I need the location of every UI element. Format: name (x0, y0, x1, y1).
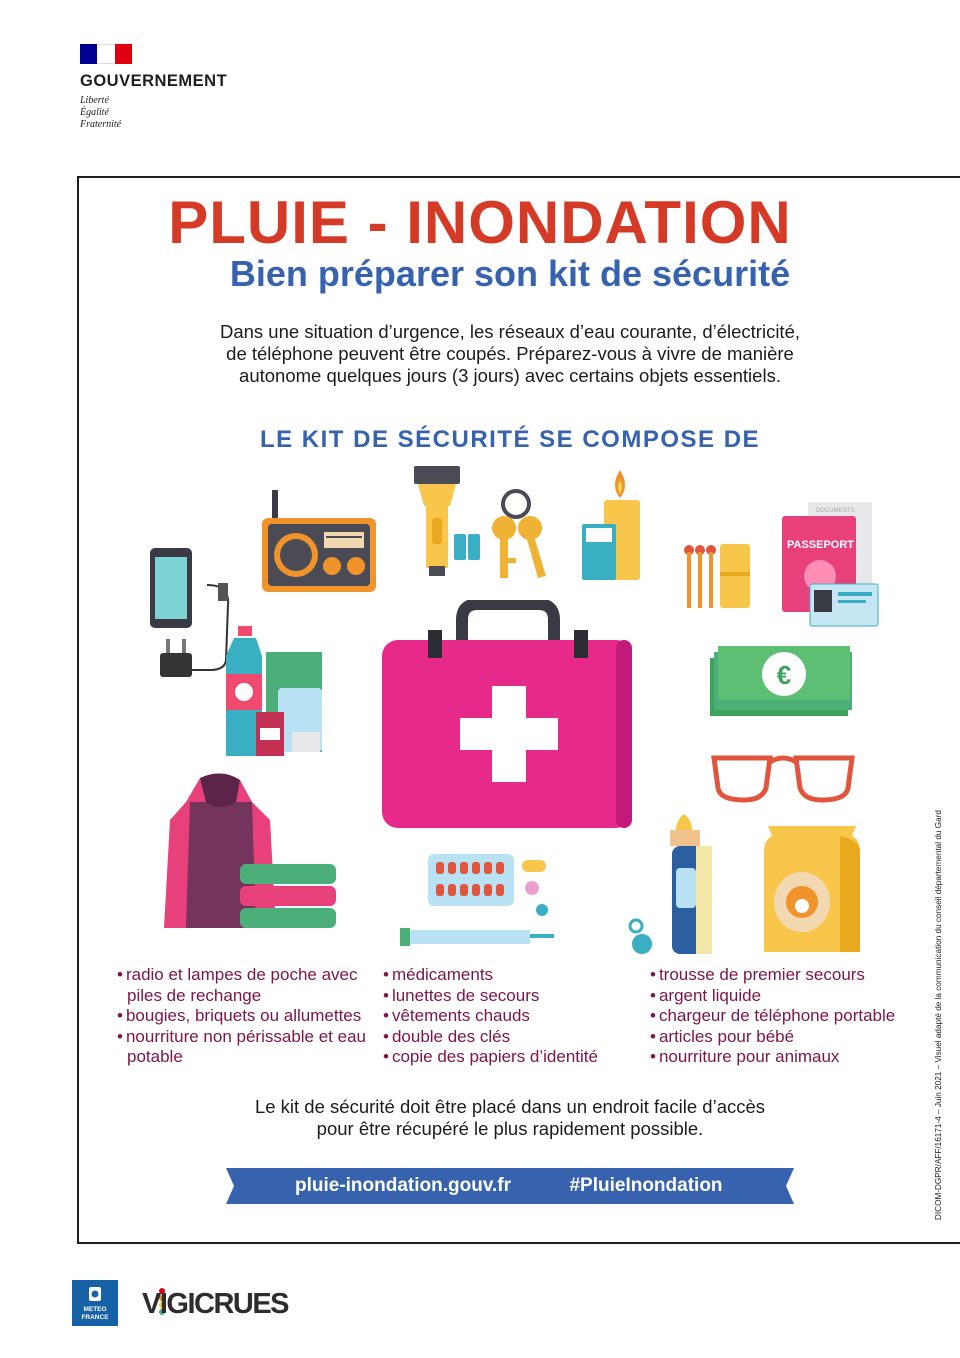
svg-text:DOCUMENTS: DOCUMENTS (816, 508, 855, 514)
kit-list-column-3 (650, 965, 920, 1068)
list-item: • nourriture non périssable et eau potable (117, 1027, 379, 1068)
intro-text: Dans une situation d’urgence, les réseaux d’eau courante, d’électricité, de téléphone peuvent être coupés. Préparez-vous à vivre de manière autonome quelques jours (3 jours) avec certains objets essentiels. (219, 321, 800, 386)
links-banner (226, 1168, 794, 1204)
glasses-icon (710, 752, 856, 804)
candle-icon (580, 468, 646, 582)
first-aid-kit-icon (382, 600, 632, 830)
keys-icon (490, 488, 552, 584)
kit-list-column-2 (383, 965, 645, 1068)
radio-icon (262, 488, 378, 596)
side-credit-note: DICOM-DGPR/AFF/16171-4 – Juin 2021 – Visuel adapté de la communication du conseil départemental du Gard (934, 810, 943, 1220)
vigicrues-logo: VIGICRUES (128, 1284, 288, 1324)
money-icon (708, 644, 852, 718)
list-item: • bougies, briquets ou allumettes (117, 1006, 379, 1027)
meteo-france-icon (88, 1286, 102, 1302)
website-link[interactable]: pluie-inondation.gouv.fr (294, 1175, 511, 1196)
list-item: • double des clés (383, 1027, 645, 1048)
flashlight-icon (412, 466, 484, 584)
marianne-flag-icon (80, 44, 132, 64)
list-item: • vêtements chauds (383, 1006, 645, 1027)
svg-text:PASSEPORT: PASSEPORT (787, 539, 855, 551)
svg-text:€: € (776, 660, 792, 690)
list-item: • argent liquide (650, 986, 920, 1007)
meteo-france-logo: METEO FRANCE (72, 1280, 118, 1326)
list-item: • nourriture pour animaux (650, 1047, 920, 1068)
list-item: • lunettes de secours (383, 986, 645, 1007)
poster-subtitle: Bien préparer son kit de sécurité (229, 253, 791, 294)
conclusion-text: Le kit de sécurité doit être placé dans un endroit facile d’accès pour être récupéré le plus rapidement possible. (254, 1096, 766, 1139)
list-item: • chargeur de téléphone portable (650, 1006, 920, 1027)
pet-food-icon (760, 822, 864, 958)
list-item: • trousse de premier secours (650, 965, 920, 986)
hashtag-link[interactable]: #PluieInondation (569, 1175, 723, 1196)
kit-list-column-1 (117, 965, 379, 1068)
water-food-icon (222, 624, 326, 762)
list-item: • articles pour bébé (650, 1027, 920, 1048)
baby-bottle-icon (626, 812, 720, 958)
government-motto: Liberté Égalité Fraternité (80, 95, 122, 130)
list-item: • copie des papiers d’identité (383, 1047, 645, 1068)
warm-clothes-icon (160, 772, 340, 934)
government-title: GOUVERNEMENT (80, 72, 228, 90)
kit-heading: LE KIT DE SÉCURITÉ SE COMPOSE DE (259, 426, 761, 453)
poster-title: PLUIE - INONDATION (168, 189, 792, 256)
list-item: • médicaments (383, 965, 645, 986)
list-item: • radio et lampes de poche avec piles de rechange (117, 965, 379, 1006)
medicine-icon (398, 852, 558, 952)
passport-icon (780, 500, 880, 628)
government-logo (80, 44, 280, 131)
matches-icon (682, 542, 752, 610)
